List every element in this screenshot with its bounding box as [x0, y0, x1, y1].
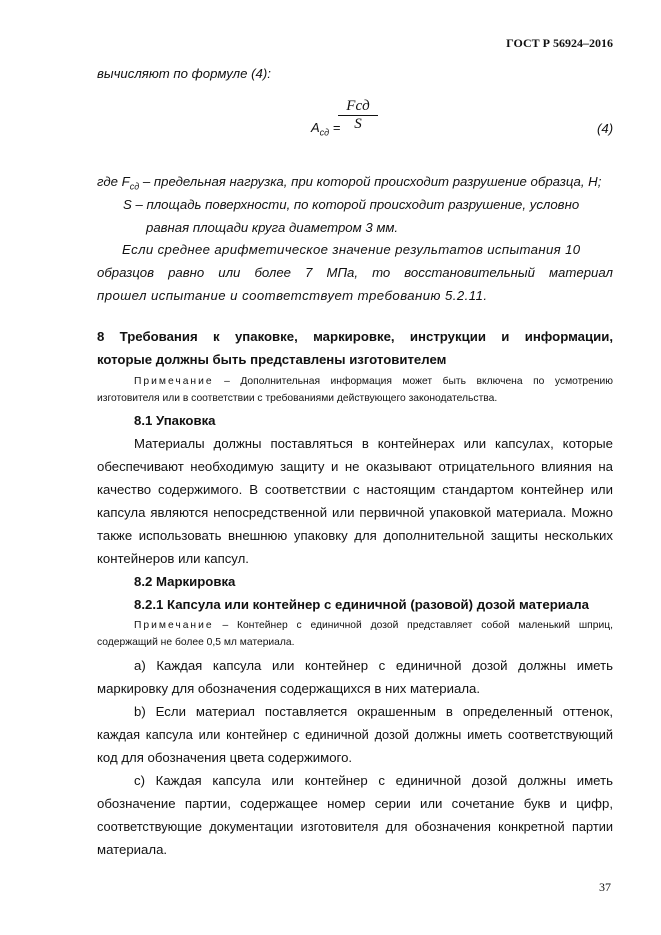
where-f-prefix: где F	[97, 174, 130, 189]
where-s-line1: S – площадь поверхности, по которой происходит разрушение, условно	[123, 197, 580, 212]
note-1-text: – Дополнительная информация может быть включена по усмотрению	[213, 376, 613, 387]
s81-line5: также использовать внешнюю упаковку для дополнительной защиты нескольких	[97, 528, 613, 543]
section-8-1-title: 8.1 Упаковка	[134, 413, 216, 428]
formula-numerator: Fсд	[338, 98, 378, 116]
note-1-line2: изготовителя или в соответствии с требованиями действующего законодательства.	[97, 393, 498, 404]
s81-line1: Материалы должны поставляться в контейнерах или капсулах, которые	[134, 436, 613, 451]
formula-lhs-subscript: сд	[319, 127, 330, 138]
where-f-line	[97, 174, 601, 192]
formula-lhs-symbol: A	[311, 120, 320, 135]
where-f-rest: – предельная нагрузка, при которой происходит разрушение образца, Н;	[139, 174, 602, 189]
section-8-title-line1: 8 Требования к упаковке, маркировке, инструкции и информации,	[97, 329, 613, 344]
formula-fraction	[338, 98, 378, 132]
item-a-line2: маркировку для обозначения содержащихся в них материала.	[97, 681, 481, 696]
item-b-line1: b) Если материал поставляется окрашенным в определенный оттенок,	[134, 704, 613, 719]
item-c-line4: материала.	[97, 842, 168, 857]
s81-line2: обеспечивают необходимую защиту и не оказывают отрицательного влияния на	[97, 459, 613, 474]
formula-number: (4)	[597, 121, 614, 136]
note-2-label: Примечание	[134, 620, 214, 631]
where-s-line2: равная площади круга диаметром 3 мм.	[146, 220, 399, 235]
criterion-line3: прошел испытание и соответствует требованию 5.2.11.	[97, 288, 488, 303]
item-a-line1: а) Каждая капсула или контейнер с единичной дозой должны иметь	[134, 658, 613, 673]
note-1-line1	[134, 373, 613, 390]
note-2-text: – Контейнер с единичной дозой представляет собой маленький шприц,	[213, 620, 613, 631]
item-b-line3: код для обозначения цвета содержимого.	[97, 750, 353, 765]
section-8-2-title: 8.2 Маркировка	[134, 574, 236, 589]
formula-denominator: S	[354, 116, 362, 132]
where-f-subscript: сд	[129, 181, 140, 192]
page-number: 37	[599, 880, 611, 894]
formula-intro: вычисляют по формуле (4):	[97, 66, 271, 81]
s81-line3: качество содержимого. В соответствии с настоящим стандартом контейнер или	[97, 482, 613, 497]
note-2-line2: содержащий не более 0,5 мл материала.	[97, 637, 295, 648]
formula-equals: =	[329, 120, 341, 135]
formula-lhs	[311, 120, 340, 138]
document-code: ГОСТ Р 56924–2016	[506, 36, 613, 50]
section-8-2-1-title: 8.2.1 Капсула или контейнер с единичной (разовой) дозой материала	[134, 597, 589, 612]
item-c-line3: соответствующие документации изготовителя для обозначения конкретной партии	[97, 819, 613, 834]
item-c-line2: обозначение партии, содержащее номер серии или сочетание букв и цифр,	[97, 796, 613, 811]
note-2-line1	[134, 617, 613, 634]
criterion-line2: образцов равно или более 7 МПа, то восстановительный материал	[97, 265, 613, 280]
criterion-line1: Если среднее арифметическое значение результатов испытания 10	[122, 242, 581, 257]
note-1-label: Примечание	[134, 376, 214, 387]
section-8-title-line2: которые должны быть представлены изготовителем	[97, 352, 447, 367]
item-c-line1: c) Каждая капсула или контейнер с единичной дозой должны иметь	[134, 773, 613, 788]
s81-line6: контейнеров или капсул.	[97, 551, 249, 566]
item-b-line2: каждая капсула или контейнер с единичной дозой должны иметь соответствующий	[97, 727, 613, 742]
s81-line4: капсула являются непосредственной или первичной упаковкой материала. Можно	[97, 505, 613, 520]
